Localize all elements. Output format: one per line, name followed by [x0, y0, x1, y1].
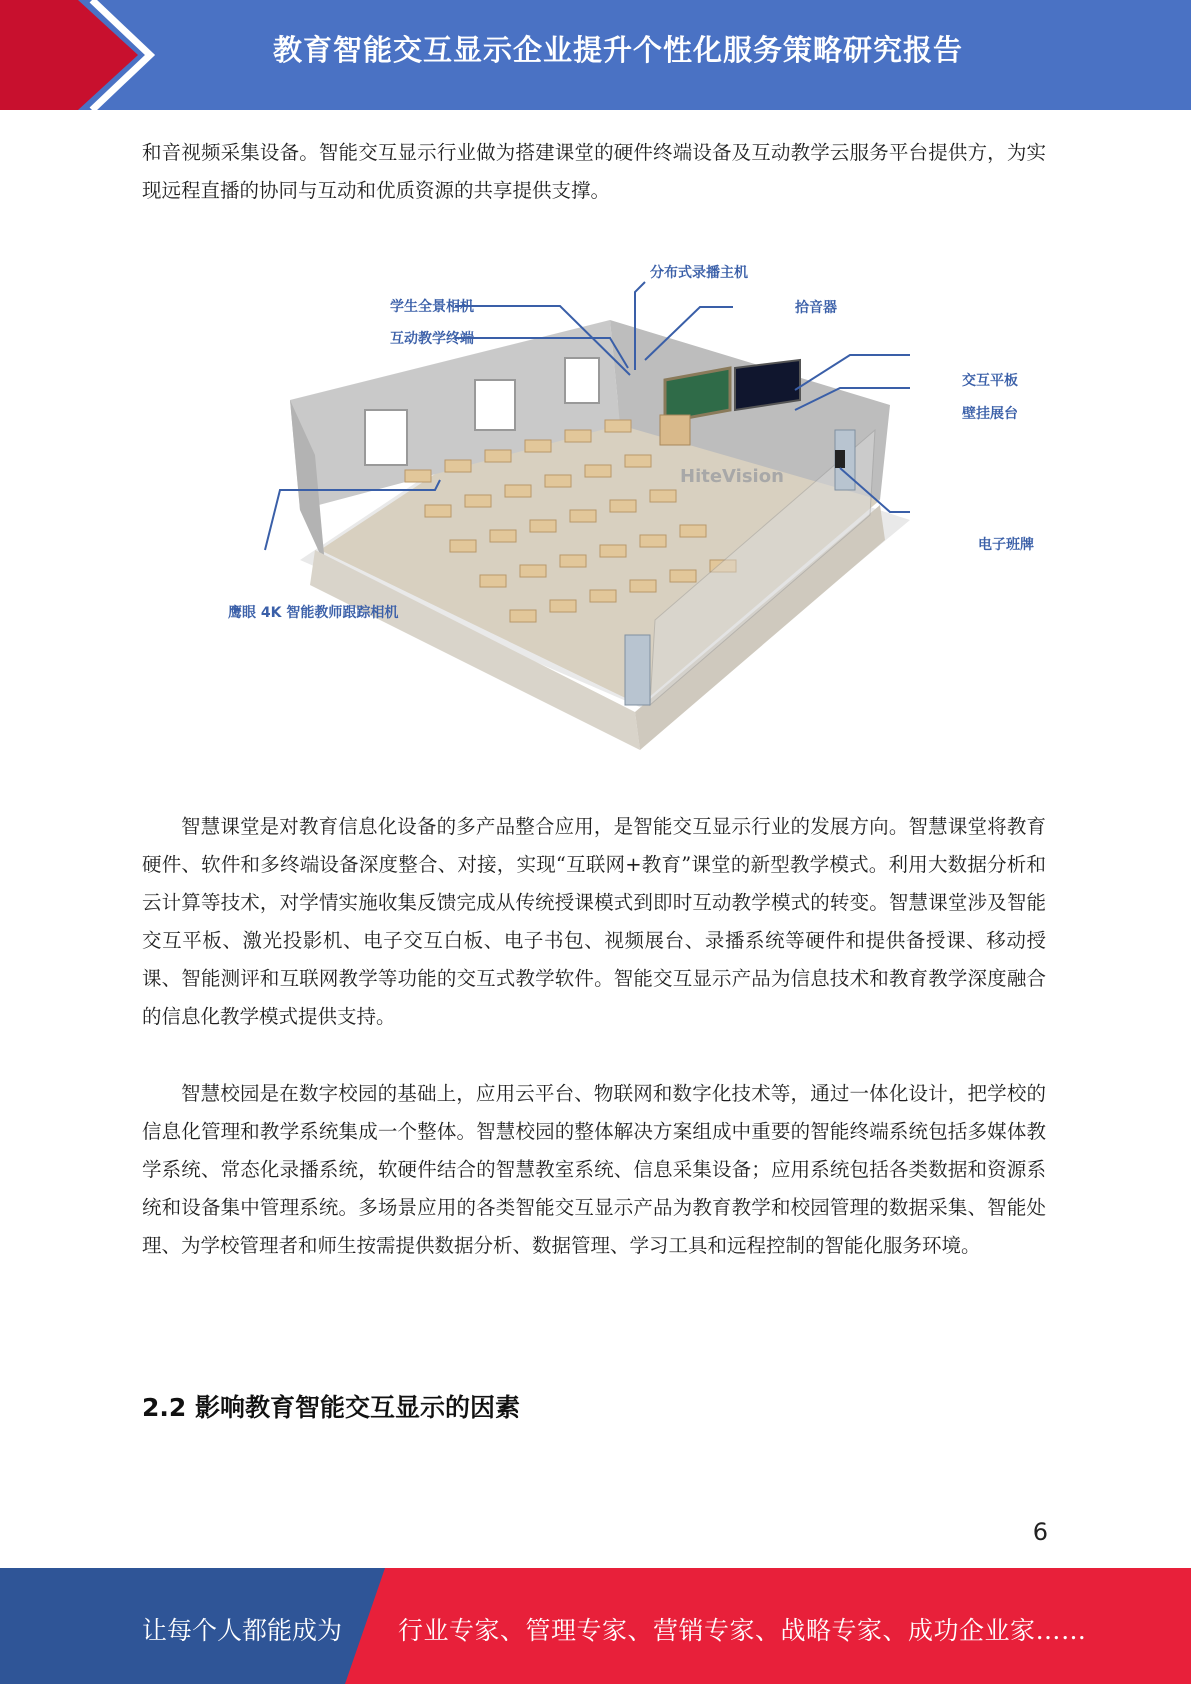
intro-paragraph: 和音视频采集设备。智能交互显示行业做为搭建课堂的硬件终端设备及互动教学云服务平台提供方，为实现远程直播的协同与互动和优质资源的共享提供支撑。 — [142, 141, 1046, 202]
page-header — [0, 0, 1191, 110]
watermark-logo: HiteVision — [680, 466, 784, 487]
label-recorder-host: 分布式录播主机 — [650, 265, 748, 281]
label-interactive-panel: 交互平板 — [962, 373, 1018, 389]
label-class-sign: 电子班牌 — [978, 537, 1034, 553]
label-pickup: 拾音器 — [795, 300, 837, 316]
label-interactive-terminal: 互动教学终端 — [390, 331, 474, 347]
footer-slogan-left: 让每个人都能成为 — [142, 1616, 343, 1645]
label-teacher-camera: 鹰眼 4K 智能教师跟踪相机 — [228, 605, 399, 621]
smart-classroom-figure — [210, 250, 1070, 760]
page-number: 6 — [1032, 1518, 1048, 1546]
smart-campus-paragraph: 智慧校园是在数字校园的基础上，应用云平台、物联网和数字化技术等，通过一体化设计，把学校的信息化管理和教学系统集成一个整体。智慧校园的整体解决方案组成中重要的智能终端系统包括多媒体教学系统、常态化录播系统，软硬件结合的智慧教室系统、信息采集设备；应用系统包括各类数据和资源系统和设备集中管理系统。多场景应用的各类智能交互显示产品为教育教学和校园管理的数据采集、智能处理、为学校管理者和师生按需提供数据分析、数据管理、学习工具和远程控制的智能化服务环境。 — [142, 1082, 1046, 1257]
smart-classroom-paragraph: 智慧课堂是对教育信息化设备的多产品整合应用，是智能交互显示行业的发展方向。智慧课堂将教育硬件、软件和多终端设备深度整合、对接，实现“互联网+教育”课堂的新型教学模式。利用大数据分析和云计算等技术，对学情实施收集反馈完成从传统授课模式到即时互动教学模式的转变。智慧课堂涉及智能交互平板、激光投影机、电子交互白板、电子书包、视频展台、录播系统等硬件和提供备授课、移动授课、智能测评和互联网教学等功能的交互式教学软件。智能交互显示产品为信息技术和教育教学深度融合的信息化教学模式提供支持。 — [142, 815, 1046, 1028]
page-footer — [0, 1568, 1191, 1684]
footer-slogan-right: 行业专家、管理专家、营销专家、战略专家、成功企业家…… — [398, 1616, 1087, 1645]
section-heading: 2.2 影响教育智能交互显示的因素 — [142, 1393, 520, 1422]
classroom-illustration — [210, 250, 1070, 760]
label-student-camera: 学生全景相机 — [390, 299, 474, 315]
label-wall-booth: 壁挂展台 — [962, 406, 1018, 422]
report-title: 教育智能交互显示企业提升个性化服务策略研究报告 — [272, 33, 963, 67]
